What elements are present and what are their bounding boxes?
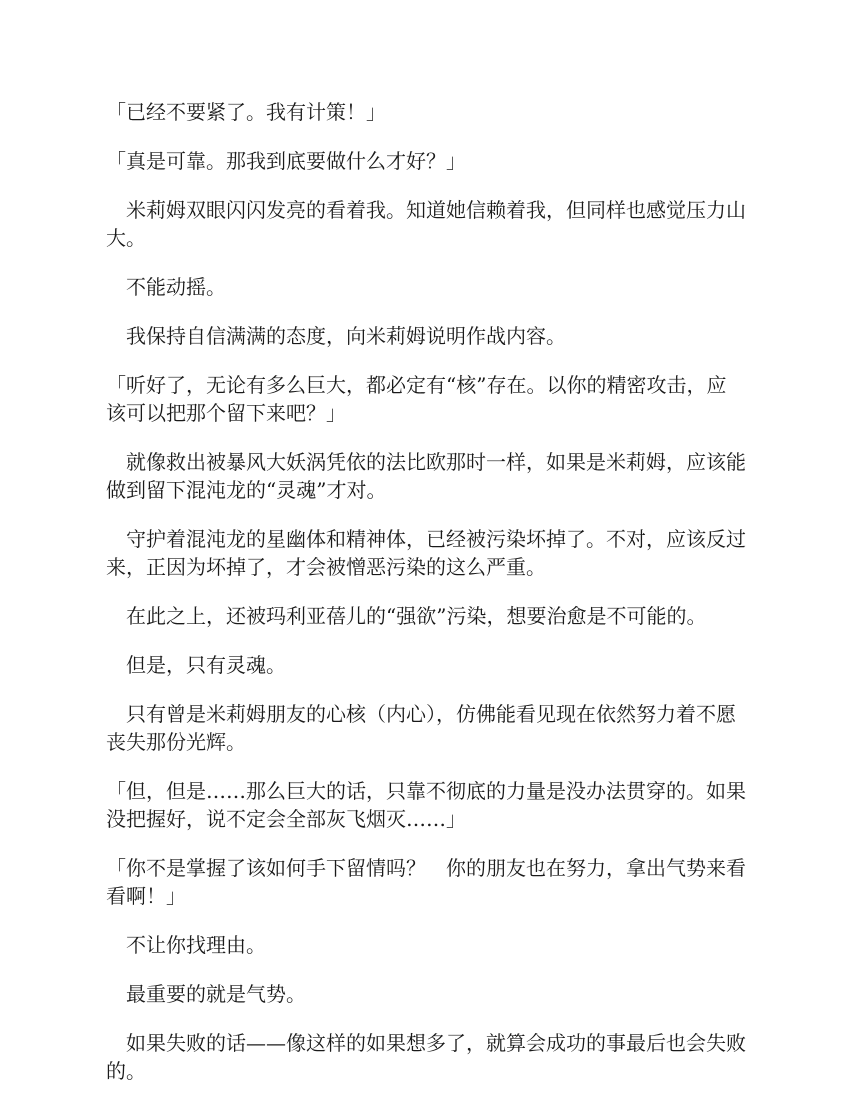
paragraph-4: 不能动摇。 (106, 275, 226, 299)
paragraph-6: 「听好了，无论有多么巨大，都必定有“核”存在。以你的精密攻击，应该可以把那个留下来吧？」 (106, 373, 727, 425)
paragraph-9: 在此之上，还被玛利亚蓓儿的“强欲”污染，想要治愈是不可能的。 (106, 604, 707, 628)
paragraph-16: 如果失败的话——像这样的如果想多了，就算会成功的事最后也会失败的。 (106, 1031, 746, 1083)
paragraph-5: 我保持自信满满的态度，向米莉姆说明作战内容。 (106, 324, 566, 348)
paragraph-10: 但是，只有灵魂。 (106, 653, 286, 677)
paragraph-15: 最重要的就是气势。 (106, 982, 306, 1006)
paragraph-8: 守护着混沌龙的星幽体和精神体，已经被污染坏掉了。不对，应该反过来，正因为坏掉了，才会被憎恶污染的这么严重。 (106, 527, 746, 579)
paragraph-2: 「真是可靠。那我到底要做什么才好？」 (106, 149, 466, 173)
paragraph-7: 就像救出被暴风大妖涡凭依的法比欧那时一样，如果是米莉姆，应该能做到留下混沌龙的“灵魂”才对。 (106, 450, 746, 502)
paragraph-3: 米莉姆双眼闪闪发亮的看着我。知道她信赖着我，但同样也感觉压力山大。 (106, 198, 746, 250)
paragraph-14: 不让你找理由。 (106, 933, 266, 957)
paragraph-1: 「已经不要紧了。我有计策！」 (106, 100, 386, 124)
paragraph-13: 「你不是掌握了该如何手下留情吗？ 你的朋友也在努力，拿出气势来看看啊！」 (106, 856, 746, 908)
paragraph-12: 「但，但是……那么巨大的话，只靠不彻底的力量是没办法贯穿的。如果没把握好，说不定会全部灰飞烟灭……」 (106, 779, 746, 831)
paragraph-11: 只有曾是米莉姆朋友的心核（内心），仿佛能看见现在依然努力着不愿丧失那份光辉。 (106, 702, 736, 754)
